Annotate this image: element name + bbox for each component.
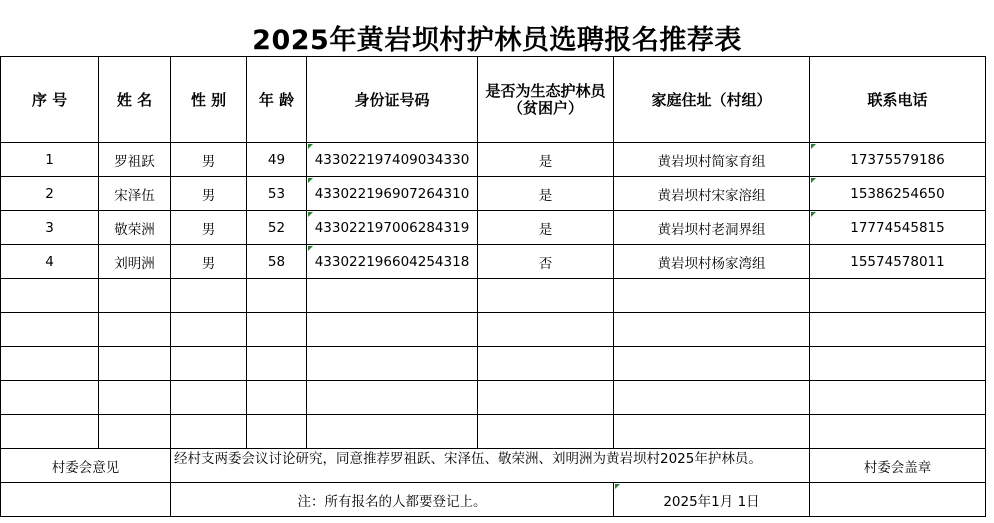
table-row	[1, 143, 986, 177]
row-name: 刘明洲	[99, 245, 171, 279]
row-gender: 男	[171, 143, 247, 177]
empty-cell	[810, 483, 986, 517]
table-row	[1, 245, 986, 279]
empty-cell	[478, 279, 614, 313]
registration-table	[0, 56, 986, 517]
table-row	[1, 211, 986, 245]
empty-cell	[1, 415, 99, 449]
header-index: 序 号	[1, 57, 99, 143]
header-phone: 联系电话	[810, 57, 986, 143]
row-age: 58	[247, 245, 307, 279]
header-name: 姓 名	[99, 57, 171, 143]
row-index: 1	[1, 143, 99, 177]
row-name: 宋泽伍	[99, 177, 171, 211]
row-id-number: 433022197006284319	[307, 211, 478, 245]
row-eco-ranger: 否	[478, 245, 614, 279]
row-id-number: 433022196907264310	[307, 177, 478, 211]
empty-cell	[478, 347, 614, 381]
empty-cell	[307, 279, 478, 313]
empty-cell	[307, 381, 478, 415]
empty-cell	[307, 415, 478, 449]
row-address: 黄岩坝村宋家溶组	[614, 177, 810, 211]
row-phone: 17774545815	[810, 211, 986, 245]
row-eco-ranger: 是	[478, 211, 614, 245]
empty-cell	[614, 381, 810, 415]
empty-cell	[810, 415, 986, 449]
empty-cell	[614, 313, 810, 347]
empty-cell	[171, 415, 247, 449]
empty-row	[1, 381, 986, 415]
empty-cell	[1, 279, 99, 313]
row-index: 2	[1, 177, 99, 211]
empty-cell	[1, 483, 171, 517]
seal-label: 村委会盖章	[810, 449, 986, 483]
empty-row	[1, 415, 986, 449]
empty-cell	[171, 313, 247, 347]
sign-date: 2025年1月 1日	[614, 483, 810, 517]
empty-cell	[99, 381, 171, 415]
empty-cell	[307, 313, 478, 347]
row-phone: 17375579186	[810, 143, 986, 177]
empty-cell	[478, 381, 614, 415]
empty-row	[1, 347, 986, 381]
opinion-text: 经村支两委会议讨论研究，同意推荐罗祖跃、宋泽伍、敬荣洲、刘明洲为黄岩坝村2025年护林员。	[171, 449, 810, 483]
row-phone: 15574578011	[810, 245, 986, 279]
empty-row	[1, 279, 986, 313]
empty-cell	[478, 415, 614, 449]
empty-row	[1, 313, 986, 347]
empty-cell	[99, 415, 171, 449]
note-text: 注：所有报名的人都要登记上。	[171, 483, 614, 517]
empty-cell	[171, 279, 247, 313]
empty-cell	[247, 415, 307, 449]
row-gender: 男	[171, 177, 247, 211]
table-row	[1, 177, 986, 211]
empty-cell	[1, 313, 99, 347]
empty-cell	[1, 381, 99, 415]
empty-cell	[614, 347, 810, 381]
header-id-number: 身份证号码	[307, 57, 478, 143]
header-row	[1, 57, 986, 143]
empty-cell	[247, 381, 307, 415]
empty-cell	[99, 313, 171, 347]
row-age: 52	[247, 211, 307, 245]
empty-cell	[171, 347, 247, 381]
empty-cell	[810, 381, 986, 415]
empty-cell	[810, 347, 986, 381]
row-address: 黄岩坝村简家育组	[614, 143, 810, 177]
opinion-label: 村委会意见	[1, 449, 171, 483]
header-eco-ranger: 是否为生态护林员（贫困户）	[478, 57, 614, 143]
empty-cell	[247, 313, 307, 347]
empty-cell	[171, 381, 247, 415]
row-id-number: 433022197409034330	[307, 143, 478, 177]
form-title: 2025年黄岩坝村护林员选聘报名推荐表	[252, 25, 742, 56]
row-age: 49	[247, 143, 307, 177]
row-eco-ranger: 是	[478, 177, 614, 211]
empty-cell	[614, 415, 810, 449]
empty-cell	[614, 279, 810, 313]
row-age: 53	[247, 177, 307, 211]
row-address: 黄岩坝村杨家湾组	[614, 245, 810, 279]
row-gender: 男	[171, 211, 247, 245]
header-gender: 性 别	[171, 57, 247, 143]
empty-cell	[99, 279, 171, 313]
row-index: 3	[1, 211, 99, 245]
row-name: 敬荣洲	[99, 211, 171, 245]
row-phone: 15386254650	[810, 177, 986, 211]
empty-cell	[247, 279, 307, 313]
row-address: 黄岩坝村老洞界组	[614, 211, 810, 245]
opinion-row	[1, 449, 986, 483]
row-eco-ranger: 是	[478, 143, 614, 177]
empty-cell	[307, 347, 478, 381]
row-gender: 男	[171, 245, 247, 279]
empty-cell	[810, 313, 986, 347]
note-row	[1, 483, 986, 517]
row-name: 罗祖跃	[99, 143, 171, 177]
row-index: 4	[1, 245, 99, 279]
empty-cell	[247, 347, 307, 381]
empty-cell	[478, 313, 614, 347]
header-age: 年 龄	[247, 57, 307, 143]
row-id-number: 433022196604254318	[307, 245, 478, 279]
header-address: 家庭住址（村组）	[614, 57, 810, 143]
empty-cell	[810, 279, 986, 313]
empty-cell	[1, 347, 99, 381]
empty-cell	[99, 347, 171, 381]
